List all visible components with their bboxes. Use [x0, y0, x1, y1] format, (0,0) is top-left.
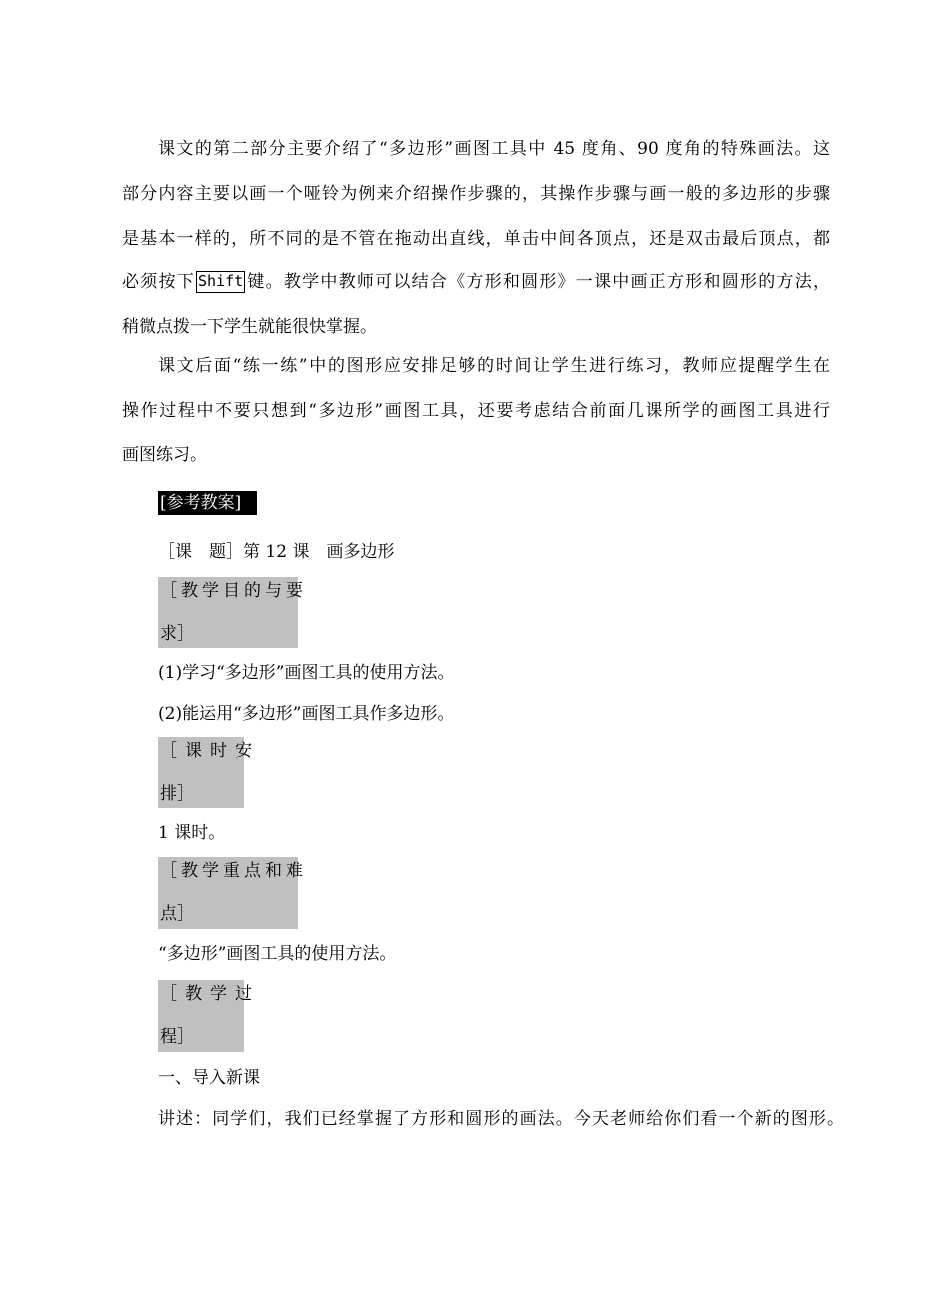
line4-after-text: 键。教学中教师可以结合《方形和圆形》一课中画正方形和圆形的方法， [246, 272, 831, 292]
goals-heading-line1: ［教学目的与要 [160, 581, 307, 601]
shift-key-label: Shift [196, 271, 245, 293]
goals-heading-line2: 求］ [160, 624, 194, 644]
process-heading-line2: 程］ [160, 1027, 194, 1047]
paragraph1-line1: 课文的第二部分主要介绍了“多边形”画图工具中 45 度角、90 度角的特殊画法。这 [158, 139, 830, 159]
line4-before-text: 必须按下 [122, 272, 195, 292]
focus-value: “多边形”画图工具的使用方法。 [158, 944, 397, 964]
time-value: 1 课时。 [158, 823, 226, 843]
paragraph1-line3: 是基本一样的，所不同的是不管在拖动出直线，单击中间各顶点，还是双击最后顶点，都 [122, 229, 830, 249]
goal-2: (2)能运用“多边形”画图工具作多边形。 [158, 704, 455, 724]
goal-1: (1)学习“多边形”画图工具的使用方法。 [158, 663, 455, 683]
time-heading [158, 737, 260, 808]
time-heading-line1: ［课时安 [160, 741, 260, 761]
paragraph2-line1: 课文后面“练一练”中的图形应安排足够的时间让学生进行练习，教师应提醒学生在 [158, 356, 830, 376]
paragraph1-line2: 部分内容主要以画一个哑铃为例来介绍操作步骤的，其操作步骤与画一般的多边形的步骤 [122, 184, 830, 204]
paragraph1-line5: 稍微点拨一下学生就能很快掌握。 [122, 317, 377, 337]
focus-heading-line1: ［教学重点和难 [160, 861, 307, 881]
focus-heading-line2: 点］ [160, 904, 194, 924]
process-step-1: 一、导入新课 [158, 1068, 260, 1088]
focus-heading [158, 857, 307, 929]
time-heading-line2: 排］ [160, 784, 194, 804]
paragraph1-line4 [122, 270, 830, 294]
process-heading [158, 980, 260, 1052]
process-narration: 讲述：同学们，我们已经掌握了方形和圆形的画法。今天老师给你们看一个新的图形。 [158, 1109, 844, 1129]
goals-heading [158, 577, 307, 648]
paragraph2-line2: 操作过程中不要只想到“多边形”画图工具，还要考虑结合前面几课所学的画图工具进行 [122, 401, 830, 421]
paragraph2-line3: 画图练习。 [122, 445, 207, 465]
lesson-title: ［课 题］第 12 课 画多边形 [158, 542, 395, 562]
reference-label: [参考教案] [158, 491, 257, 515]
process-heading-line1: ［教学过 [160, 984, 260, 1004]
